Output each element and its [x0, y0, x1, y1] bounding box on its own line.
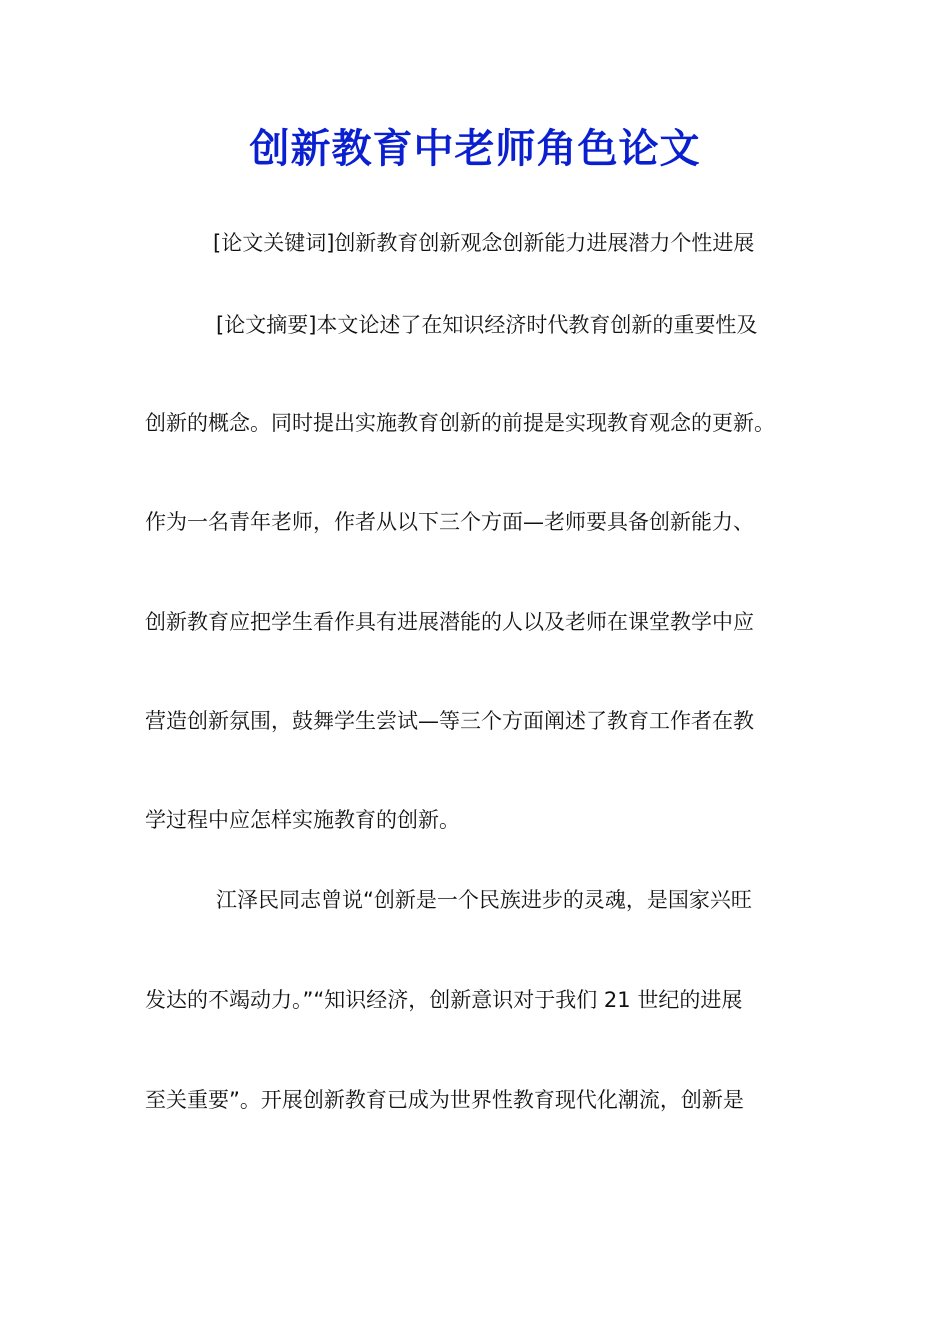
body-line-2: 发达的不竭动力。”“知识经济，创新意识对于我们 21 世纪的进展	[145, 988, 743, 1012]
document-title: 创新教育中老师角色论文	[249, 125, 701, 172]
keywords-line: [论文关键词]创新教育创新观念创新能力进展潜力个性进展	[213, 231, 755, 255]
abstract-line-6: 学过程中应怎样实施教育的创新。	[145, 808, 460, 832]
abstract-line-2: 创新的概念。同时提出实施教育创新的前提是实现教育观念的更新。	[145, 411, 775, 435]
abstract-line-3: 作为一名青年老师，作者从以下三个方面—老师要具备创新能力、	[145, 510, 754, 534]
body-line-3: 至关重要”。开展创新教育已成为世界性教育现代化潮流，创新是	[145, 1088, 744, 1112]
abstract-line-5: 营造创新氛围，鼓舞学生尝试—等三个方面阐述了教育工作者在教	[145, 709, 754, 733]
abstract-line-4: 创新教育应把学生看作具有进展潜能的人以及老师在课堂教学中应	[145, 610, 754, 634]
abstract-line-1: [论文摘要]本文论述了在知识经济时代教育创新的重要性及	[216, 313, 758, 337]
body-line-1: 江泽民同志曾说“创新是一个民族进步的灵魂，是国家兴旺	[216, 888, 752, 912]
